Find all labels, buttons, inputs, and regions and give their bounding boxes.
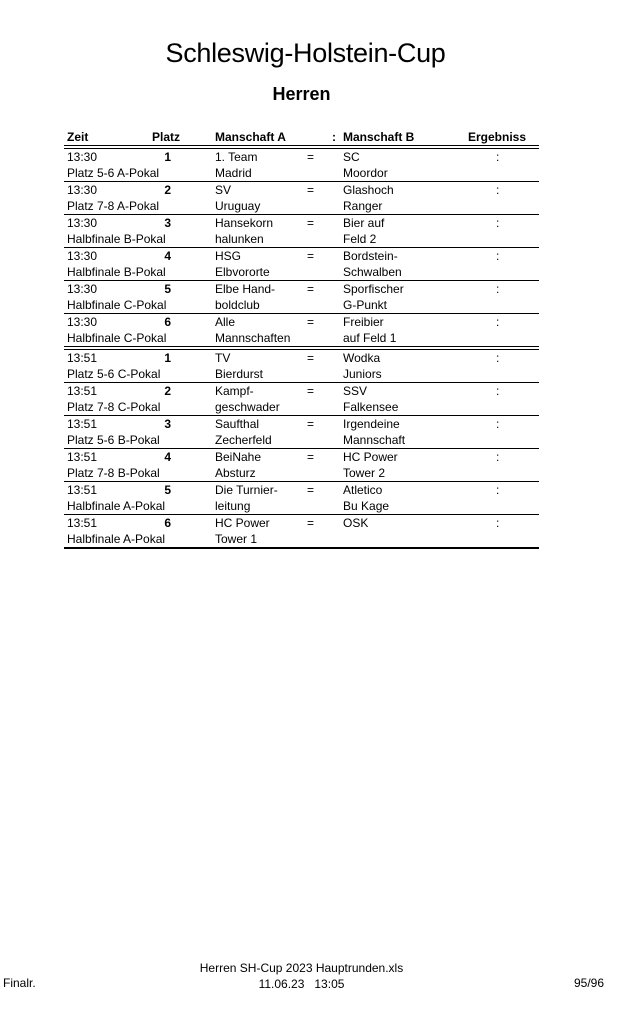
match-row xyxy=(64,515,539,549)
match-row xyxy=(64,383,539,416)
match-field: 3 xyxy=(164,417,171,431)
team-b-line2: Bu Kage xyxy=(343,499,390,513)
match-result: : xyxy=(496,450,500,464)
match-time: 13:51 xyxy=(67,516,98,530)
match-result: : xyxy=(496,483,500,497)
match-round: Platz 5-6 C-Pokal xyxy=(67,367,161,381)
team-a-line2: leitung xyxy=(215,499,251,513)
footer-datetime: 11.06.23 13:05 xyxy=(258,977,345,991)
match-row xyxy=(64,416,539,449)
footer-section-label: Finalr. xyxy=(3,976,36,990)
versus-sign: = xyxy=(307,183,315,197)
header-platz: Platz xyxy=(152,130,181,144)
team-a-line1: Alle xyxy=(215,315,236,329)
match-time: 13:30 xyxy=(67,315,98,329)
versus-sign: = xyxy=(307,384,315,398)
team-a-line2: boldclub xyxy=(215,298,260,312)
team-a-line1: HSG xyxy=(215,249,242,263)
match-round: Platz 7-8 C-Pokal xyxy=(67,400,161,414)
versus-sign: = xyxy=(307,216,315,230)
match-round: Halbfinale C-Pokal xyxy=(67,298,167,312)
match-row xyxy=(64,482,539,515)
team-b-line2: Moordor xyxy=(343,166,388,180)
team-a-line2: Elbvororte xyxy=(215,265,270,279)
team-b-line1: OSK xyxy=(343,516,369,530)
team-b-line2: Falkensee xyxy=(343,400,399,414)
match-row xyxy=(64,281,539,314)
team-b-line1: Wodka xyxy=(343,351,381,365)
match-field: 6 xyxy=(164,516,171,530)
team-a-line2: Tower 1 xyxy=(215,532,258,546)
versus-sign: = xyxy=(307,315,315,329)
team-b-line2: Feld 2 xyxy=(343,232,377,246)
match-round: Halbfinale A-Pokal xyxy=(67,499,166,513)
team-b-line1: SC xyxy=(343,150,360,164)
match-result: : xyxy=(496,516,500,530)
team-a-line1: SV xyxy=(215,183,232,197)
team-b-line2: Juniors xyxy=(343,367,382,381)
match-round: Platz 7-8 B-Pokal xyxy=(67,466,160,480)
match-result: : xyxy=(496,384,500,398)
match-time: 13:30 xyxy=(67,282,98,296)
match-time: 13:30 xyxy=(67,183,98,197)
versus-sign: = xyxy=(307,516,315,530)
match-field: 1 xyxy=(164,150,171,164)
team-a-line1: Saufthal xyxy=(215,417,260,431)
header-result: Ergebniss xyxy=(468,130,527,144)
team-b-line1: HC Power xyxy=(343,450,398,464)
match-row xyxy=(64,449,539,482)
match-field: 2 xyxy=(164,183,171,197)
match-round: Halbfinale A-Pokal xyxy=(67,532,166,546)
match-row xyxy=(64,215,539,248)
match-field: 6 xyxy=(164,315,171,329)
team-a-line1: Elbe Hand- xyxy=(215,282,276,296)
match-time: 13:51 xyxy=(67,483,98,497)
match-result: : xyxy=(496,249,500,263)
match-round: Halbfinale B-Pokal xyxy=(67,265,166,279)
team-b-line1: Irgendeine xyxy=(343,417,400,431)
team-b-line2: Ranger xyxy=(343,199,383,213)
team-a-line1: Die Turnier- xyxy=(215,483,278,497)
table-header xyxy=(64,128,539,146)
match-result: : xyxy=(496,183,500,197)
team-a-line1: TV xyxy=(215,351,231,365)
team-b-line2: Tower 2 xyxy=(343,466,386,480)
match-time: 13:30 xyxy=(67,249,98,263)
match-field: 4 xyxy=(164,450,171,464)
match-result: : xyxy=(496,282,500,296)
match-round: Halbfinale B-Pokal xyxy=(67,232,166,246)
team-a-line2: Madrid xyxy=(215,166,252,180)
team-a-line2: Bierdurst xyxy=(215,367,264,381)
versus-sign: = xyxy=(307,417,315,431)
match-result: : xyxy=(496,150,500,164)
team-a-line1: Hansekorn xyxy=(215,216,274,230)
match-result: : xyxy=(496,417,500,431)
match-field: 3 xyxy=(164,216,171,230)
match-field: 5 xyxy=(164,483,171,497)
team-b-line1: Bier auf xyxy=(343,216,385,230)
match-round: Platz 7-8 A-Pokal xyxy=(67,199,160,213)
match-time: 13:51 xyxy=(67,417,98,431)
team-a-line2: Zecherfeld xyxy=(215,433,272,447)
match-field: 2 xyxy=(164,384,171,398)
footer-filename: Herren SH-Cup 2023 Hauptrunden.xls xyxy=(199,961,404,975)
team-a-line1: HC Power xyxy=(215,516,270,530)
page-title: Schleswig-Holstein-Cup xyxy=(165,38,446,68)
header-zeit: Zeit xyxy=(67,130,89,144)
team-b-line1: Atletico xyxy=(343,483,383,497)
team-a-line2: geschwader xyxy=(215,400,280,414)
match-table xyxy=(64,128,539,549)
footer-info xyxy=(0,960,603,992)
match-row xyxy=(64,314,539,347)
match-result: : xyxy=(496,216,500,230)
header-team-b: Manschaft B xyxy=(343,130,415,144)
team-a-line2: Uruguay xyxy=(215,199,261,213)
match-row xyxy=(64,350,539,383)
match-field: 1 xyxy=(164,351,171,365)
match-time: 13:51 xyxy=(67,450,98,464)
team-b-line2: auf Feld 1 xyxy=(343,331,397,345)
match-time: 13:51 xyxy=(67,351,98,365)
match-row xyxy=(64,149,539,182)
team-a-line1: 1. Team xyxy=(215,150,258,164)
match-rows xyxy=(64,149,539,549)
match-row xyxy=(64,248,539,281)
match-field: 5 xyxy=(164,282,171,296)
team-b-line2: G-Punkt xyxy=(343,298,388,312)
versus-sign: = xyxy=(307,450,315,464)
match-result: : xyxy=(496,351,500,365)
versus-sign: = xyxy=(307,483,315,497)
team-b-line1: Bordstein- xyxy=(343,249,398,263)
versus-sign: = xyxy=(307,249,315,263)
match-round: Platz 5-6 A-Pokal xyxy=(67,166,160,180)
versus-sign: = xyxy=(307,351,315,365)
team-b-line2: Schwalben xyxy=(343,265,402,279)
team-b-line1: Freibier xyxy=(343,315,384,329)
match-result: : xyxy=(496,315,500,329)
team-a-line1: BeiNahe xyxy=(215,450,262,464)
team-a-line1: Kampf- xyxy=(215,384,254,398)
match-time: 13:30 xyxy=(67,216,98,230)
team-b-line1: Sporfischer xyxy=(343,282,404,296)
team-a-line2: Mannschaften xyxy=(215,331,291,345)
team-a-line2: Absturz xyxy=(215,466,256,480)
page-subtitle: Herren xyxy=(272,84,331,104)
team-b-line1: SSV xyxy=(343,384,368,398)
versus-sign: = xyxy=(307,282,315,296)
match-field: 4 xyxy=(164,249,171,263)
match-row xyxy=(64,182,539,215)
match-round: Halbfinale C-Pokal xyxy=(67,331,167,345)
team-b-line1: Glashoch xyxy=(343,183,394,197)
header-colon: : xyxy=(332,130,336,144)
match-time: 13:30 xyxy=(67,150,98,164)
header-team-a: Manschaft A xyxy=(215,130,286,144)
versus-sign: = xyxy=(307,150,315,164)
footer-page-number: 95/96 xyxy=(573,976,604,990)
match-time: 13:51 xyxy=(67,384,98,398)
match-round: Platz 5-6 B-Pokal xyxy=(67,433,160,447)
team-b-line2: Mannschaft xyxy=(343,433,406,447)
team-a-line2: halunken xyxy=(215,232,264,246)
